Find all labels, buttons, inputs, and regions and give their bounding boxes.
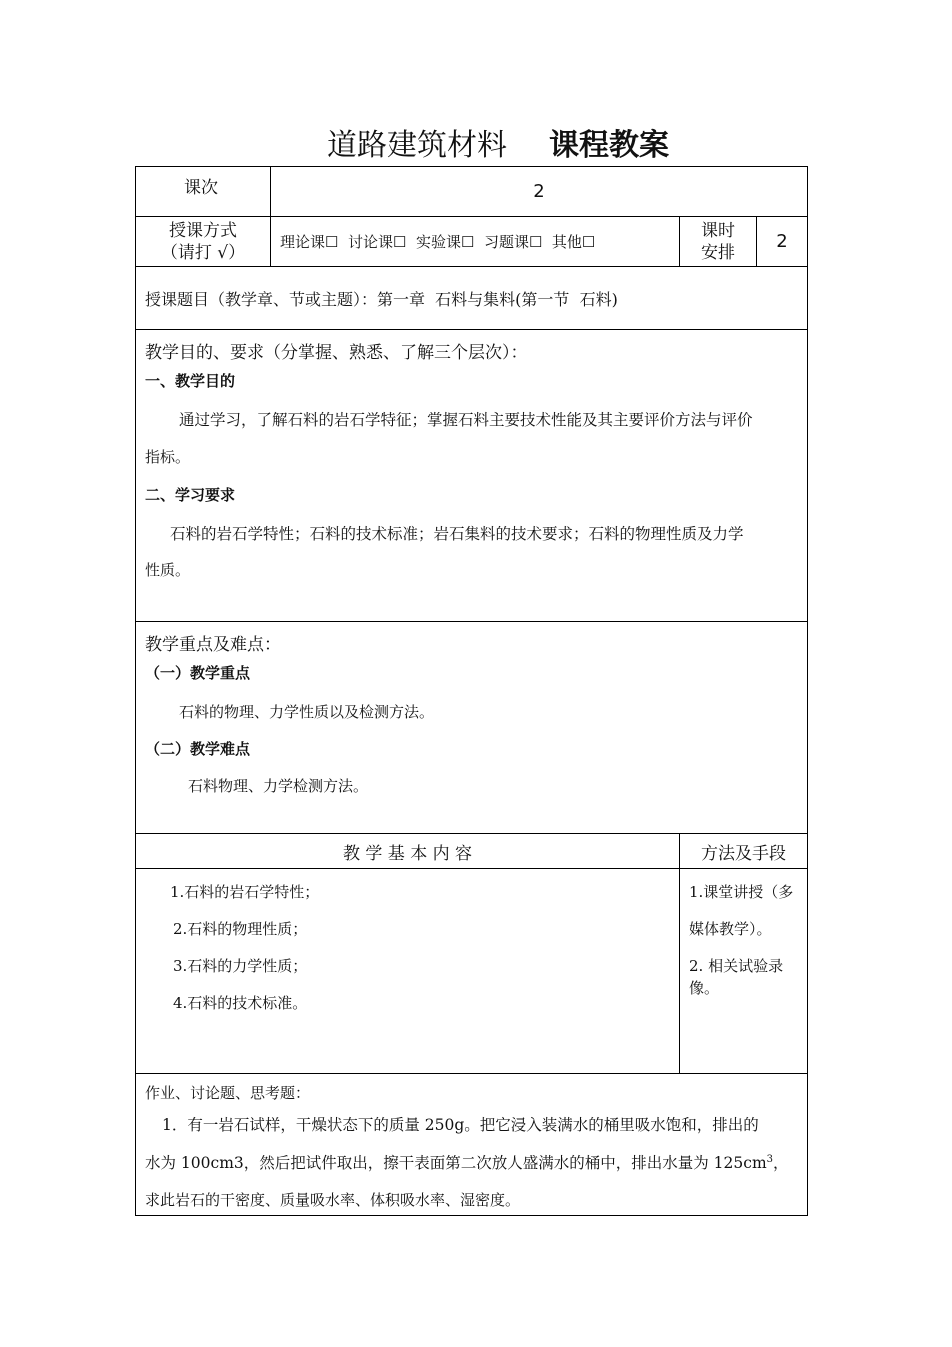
keypoints-text-2: 石料物理、力学检测方法。 [188,777,369,795]
objectives-text-2a: 石料的岩石学特性；石料的技术标准；岩石集料的技术要求；石料的物理性质及力学 [170,525,744,543]
homework-line-1: 1．有一岩石试样，干燥状态下的质量 250g。把它浸入装满水的桶里吸水饱和，排出的 [162,1116,759,1134]
content-header: 教 学 基 本 内 容 [136,834,680,869]
teaching-mode-hint: （请打 √） [160,242,246,263]
lesson-topic: 授课题目（教学章、节或主题）：第一章 石料与集料(第一节 石料) [136,267,808,330]
class-hours-label: 课时 [701,220,735,241]
lesson-plan-table [135,166,808,1216]
homework-line-3: 求此岩石的干密度、质量吸水率、体积吸水率、湿密度。 [145,1191,521,1209]
title-suffix: 课程教案 [549,128,669,163]
page-title [0,120,952,167]
content-item-2: 2.石料的物理性质； [173,920,308,938]
teaching-mode-label: 授课方式 [169,220,237,241]
content-item-4: 4.石料的技术标准。 [173,994,308,1012]
objectives-sub-2: 二、学习要求 [145,486,236,504]
content-list [136,869,680,1074]
homework-line-2: 水为 100cm3，然后把试件取出，擦干表面第二次放人盛满水的桶中，排出水量为 $125cm^3$， [145,1153,789,1172]
method-1a: 1.课堂讲授（多 [689,883,794,901]
objectives-section [136,330,808,622]
keypoints-sub-2: （二）教学难点 [145,740,251,758]
method-2a: 2. 相关试验录 [689,957,784,975]
method-1b: 媒体教学）。 [689,920,772,938]
method-2b: 像。 [689,979,720,997]
session-label-cell [136,167,271,217]
session-value: 2 [271,167,808,217]
content-item-1: 1.石料的岩石学特性； [170,883,320,901]
methods-header: 方法及手段 [680,834,808,869]
session-label: 课次 [184,178,218,198]
keypoints-heading: 教学重点及难点： [145,635,281,655]
teaching-mode-label-cell [136,217,271,267]
objectives-text-1a: 通过学习，了解石料的岩石学特征；掌握石料主要技术性能及其主要评价方法与评价 [179,411,753,429]
objectives-sub-1: 一、教学目的 [145,372,236,390]
objectives-text-2b: 性质。 [145,561,191,579]
content-item-3: 3.石料的力学性质； [173,957,308,975]
objectives-text-1b: 指标。 [145,448,191,466]
keypoints-sub-1: （一）教学重点 [145,664,251,682]
methods-list [680,869,808,1074]
class-hours-label-cell [680,217,757,267]
class-hours-value: 2 [757,217,808,267]
homework-section [136,1074,808,1216]
course-name: 道路建筑材料 [283,120,549,167]
class-hours-label-2: 安排 [701,242,735,263]
keypoints-section [136,622,808,834]
homework-heading: 作业、讨论题、思考题： [145,1084,311,1102]
keypoints-text-1: 石料的物理、力学性质以及检测方法。 [179,703,435,721]
objectives-heading: 教学目的、要求（分掌握、熟悉、了解三个层次）： [145,343,528,363]
teaching-mode-options: 理论课☐ 讨论课☐ 实验课☐ 习题课☐ 其他☐ [271,217,680,267]
